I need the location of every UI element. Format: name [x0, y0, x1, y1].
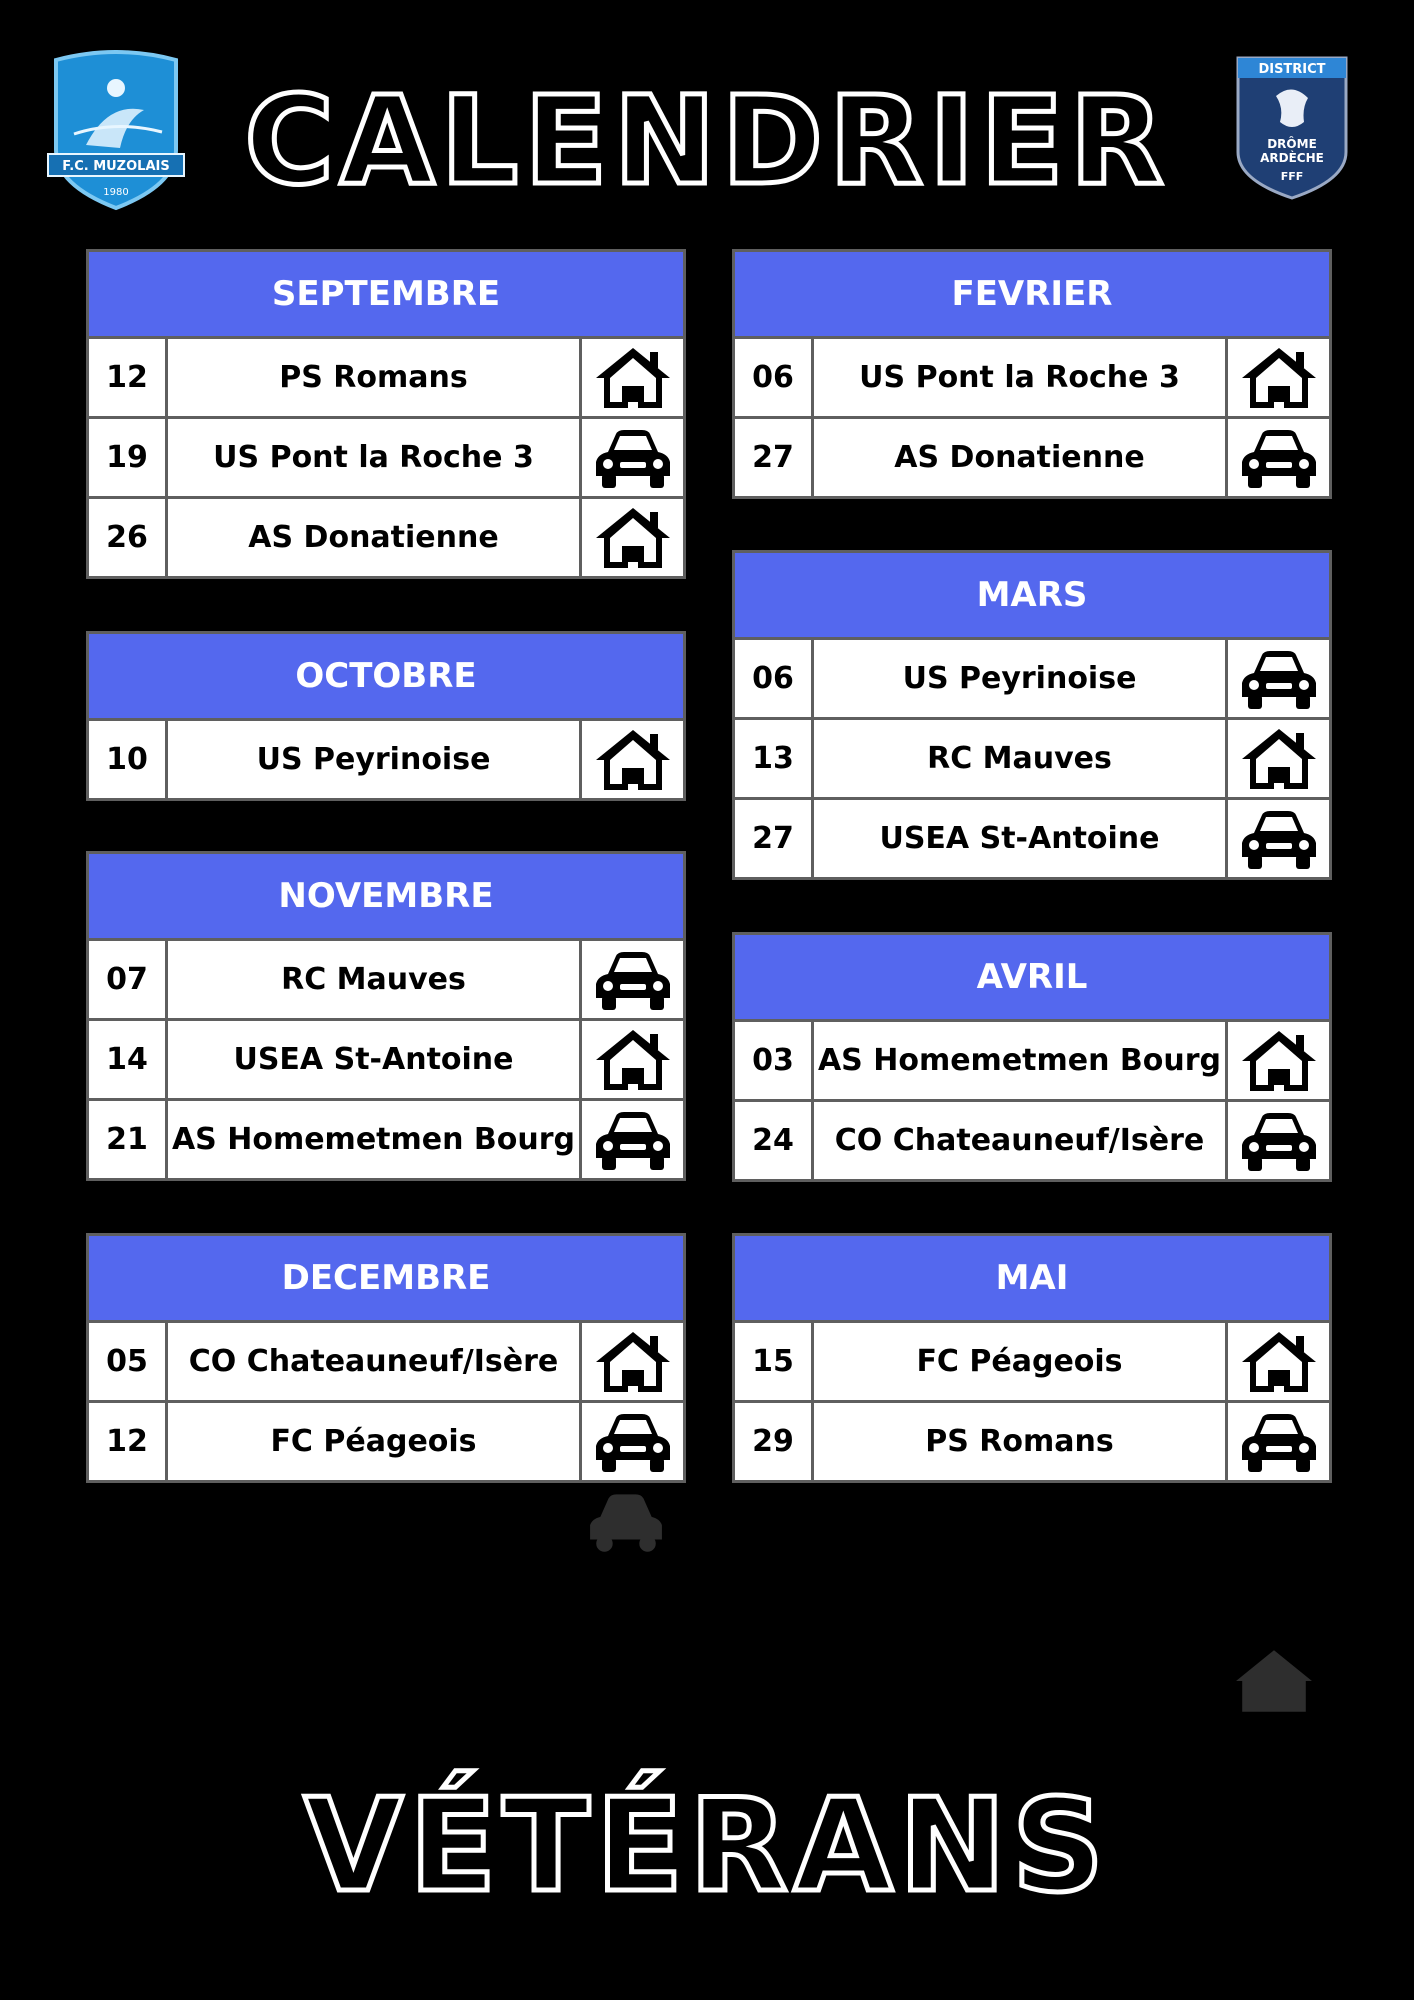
opponent-team: CO Chateauneuf/Isère	[814, 1102, 1228, 1179]
match-day: 05	[89, 1323, 168, 1400]
month-table-mai	[732, 1233, 1332, 1483]
opponent-team: AS Homemetmen Bourg	[168, 1101, 582, 1178]
home-icon	[582, 1323, 683, 1400]
car-icon	[582, 1101, 683, 1178]
opponent-team: FC Péageois	[814, 1323, 1228, 1400]
month-header: SEPTEMBRE	[89, 252, 683, 339]
svg-text:F.C. MUZOLAIS: F.C. MUZOLAIS	[62, 159, 170, 174]
month-header: NOVEMBRE	[89, 854, 683, 941]
month-header: FEVRIER	[735, 252, 1329, 339]
page-subtitle: VÉTÉRANS	[303, 1772, 1111, 1921]
month-header: DECEMBRE	[89, 1236, 683, 1323]
opponent-team: CO Chateauneuf/Isère	[168, 1323, 582, 1400]
match-row	[89, 941, 683, 1018]
month-header: MAI	[735, 1236, 1329, 1323]
match-day: 07	[89, 941, 168, 1018]
home-icon	[582, 339, 683, 416]
match-row	[735, 640, 1329, 717]
car-icon	[582, 419, 683, 496]
home-icon	[1228, 1323, 1329, 1400]
match-row	[735, 717, 1329, 797]
match-day: 12	[89, 339, 168, 416]
car-icon	[582, 1403, 683, 1480]
match-row	[89, 1323, 683, 1400]
home-icon	[582, 1021, 683, 1098]
car-icon	[582, 941, 683, 1018]
month-table-fevrier	[732, 249, 1332, 499]
match-day: 06	[735, 339, 814, 416]
opponent-team: US Pont la Roche 3	[168, 419, 582, 496]
match-day: 06	[735, 640, 814, 717]
svg-text:FFF: FFF	[1280, 170, 1304, 183]
match-day: 19	[89, 419, 168, 496]
fc-muzolais-logo	[46, 50, 186, 212]
match-day: 26	[89, 499, 168, 576]
match-row	[735, 797, 1329, 877]
match-row	[735, 1400, 1329, 1480]
home-icon	[582, 721, 683, 798]
match-row	[89, 416, 683, 496]
match-day: 27	[735, 419, 814, 496]
match-row	[735, 339, 1329, 416]
opponent-team: FC Péageois	[168, 1403, 582, 1480]
match-day: 27	[735, 800, 814, 877]
home-icon	[1228, 720, 1329, 797]
match-row	[89, 339, 683, 416]
match-day: 15	[735, 1323, 814, 1400]
match-row	[89, 721, 683, 798]
opponent-team: PS Romans	[814, 1403, 1228, 1480]
car-icon	[1228, 419, 1329, 496]
match-row	[89, 496, 683, 576]
district-drome-ardeche-logo	[1232, 52, 1352, 202]
month-table-octobre	[86, 631, 686, 801]
opponent-team: PS Romans	[168, 339, 582, 416]
car-icon	[586, 1488, 666, 1554]
car-icon	[1228, 800, 1329, 877]
match-day: 21	[89, 1101, 168, 1178]
car-icon	[1228, 1403, 1329, 1480]
svg-text:DISTRICT: DISTRICT	[1258, 62, 1326, 77]
match-day: 29	[735, 1403, 814, 1480]
month-table-novembre	[86, 851, 686, 1181]
opponent-team: AS Donatienne	[168, 499, 582, 576]
home-icon	[582, 499, 683, 576]
match-row	[735, 1323, 1329, 1400]
match-day: 03	[735, 1022, 814, 1099]
svg-text:ARDÈCHE: ARDÈCHE	[1260, 151, 1324, 165]
opponent-team: US Pont la Roche 3	[814, 339, 1228, 416]
opponent-team: AS Donatienne	[814, 419, 1228, 496]
opponent-team: US Peyrinoise	[168, 721, 582, 798]
opponent-team: US Peyrinoise	[814, 640, 1228, 717]
match-row	[735, 416, 1329, 496]
month-header: OCTOBRE	[89, 634, 683, 721]
home-icon	[1228, 339, 1329, 416]
home-icon	[1228, 1022, 1329, 1099]
car-icon	[1228, 1102, 1329, 1179]
opponent-team: USEA St-Antoine	[168, 1021, 582, 1098]
opponent-team: USEA St-Antoine	[814, 800, 1228, 877]
home-icon	[1234, 1648, 1314, 1714]
month-header: AVRIL	[735, 935, 1329, 1022]
month-table-decembre	[86, 1233, 686, 1483]
opponent-team: RC Mauves	[168, 941, 582, 1018]
svg-text:1980: 1980	[103, 187, 129, 198]
match-day: 24	[735, 1102, 814, 1179]
opponent-team: AS Homemetmen Bourg	[814, 1022, 1228, 1099]
page-title: CALENDRIER	[244, 70, 1170, 212]
month-table-septembre	[86, 249, 686, 579]
match-row	[735, 1099, 1329, 1179]
opponent-team: RC Mauves	[814, 720, 1228, 797]
month-table-avril	[732, 932, 1332, 1182]
match-day: 10	[89, 721, 168, 798]
match-day: 12	[89, 1403, 168, 1480]
car-icon	[1228, 640, 1329, 717]
match-row	[735, 1022, 1329, 1099]
match-day: 13	[735, 720, 814, 797]
svg-text:DRÔME: DRÔME	[1267, 137, 1317, 151]
match-row	[89, 1018, 683, 1098]
month-header: MARS	[735, 553, 1329, 640]
month-table-mars	[732, 550, 1332, 880]
match-row	[89, 1400, 683, 1480]
match-day: 14	[89, 1021, 168, 1098]
match-row	[89, 1098, 683, 1178]
